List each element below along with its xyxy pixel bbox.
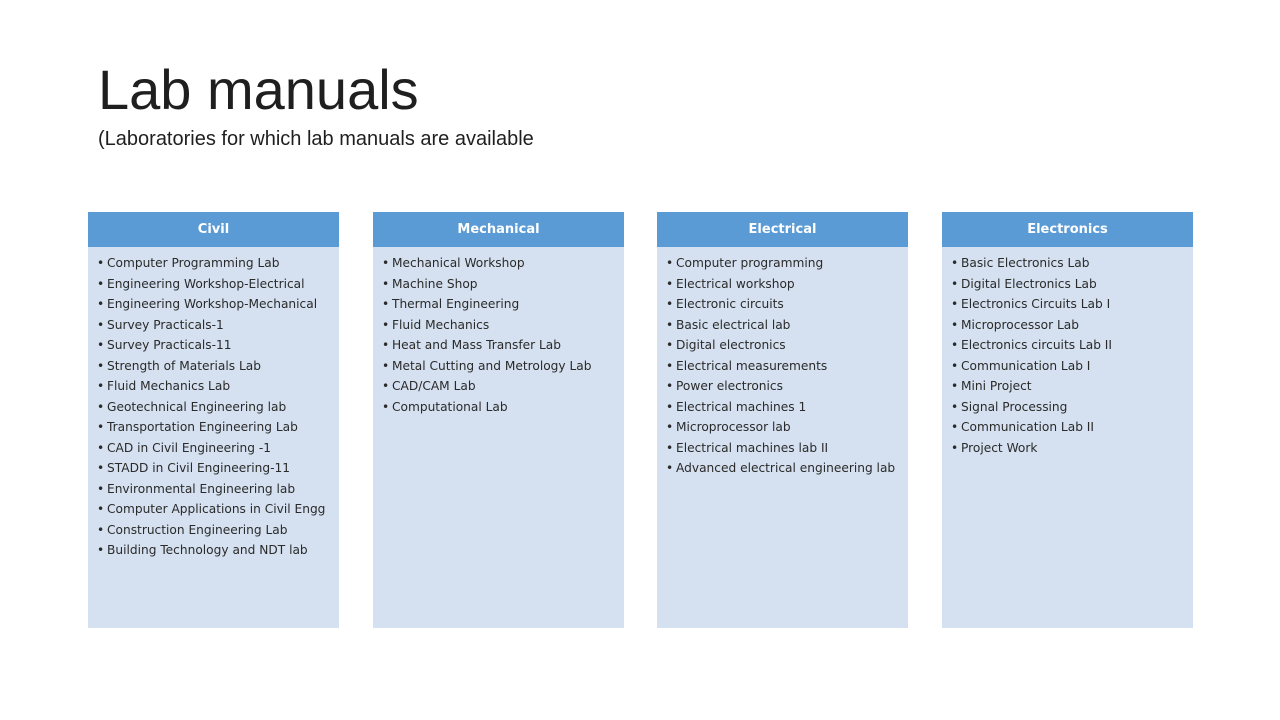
lab-item: • Environmental Engineering lab: [98, 480, 329, 498]
lab-item: • Microprocessor Lab: [952, 316, 1183, 334]
lab-item: • Electrical machines lab II: [667, 439, 898, 457]
lab-item: • Survey Practicals-11: [98, 336, 329, 354]
lab-item: • CAD/CAM Lab: [383, 377, 614, 395]
slide-subtitle: (Laboratories for which lab manuals are available: [98, 128, 534, 150]
lab-item: • Electrical measurements: [667, 357, 898, 375]
lab-item: • Digital electronics: [667, 336, 898, 354]
lab-item: • Power electronics: [667, 377, 898, 395]
lab-item: • STADD in Civil Engineering-11: [98, 459, 329, 477]
lab-item: • Engineering Workshop-Mechanical: [98, 295, 329, 313]
lab-item: • Computer Programming Lab: [98, 254, 329, 272]
column-electronics: [942, 212, 1193, 628]
lab-item: • Metal Cutting and Metrology Lab: [383, 357, 614, 375]
column-heading: Civil: [88, 212, 339, 247]
lab-item: • CAD in Civil Engineering -1: [98, 439, 329, 457]
column-heading: Electronics: [942, 212, 1193, 247]
lab-item: • Computer programming: [667, 254, 898, 272]
lab-item: • Digital Electronics Lab: [952, 275, 1183, 293]
lab-item: • Survey Practicals-1: [98, 316, 329, 334]
lab-item: • Computer Applications in Civil Engg: [98, 500, 329, 518]
lab-item: • Electronics circuits Lab II: [952, 336, 1183, 354]
lab-item: • Electrical workshop: [667, 275, 898, 293]
lab-item: • Communication Lab II: [952, 418, 1183, 436]
lab-item: • Geotechnical Engineering lab: [98, 398, 329, 416]
column-heading: Mechanical: [373, 212, 624, 247]
lab-item: • Engineering Workshop-Electrical: [98, 275, 329, 293]
slide-title: Lab manuals: [98, 58, 419, 121]
lab-item: • Thermal Engineering: [383, 295, 614, 313]
lab-item: • Advanced electrical engineering lab: [667, 459, 898, 477]
lab-list: [373, 247, 624, 416]
lab-item: • Project Work: [952, 439, 1183, 457]
lab-item: • Fluid Mechanics: [383, 316, 614, 334]
lab-item: • Signal Processing: [952, 398, 1183, 416]
column-heading: Electrical: [657, 212, 908, 247]
lab-item: • Building Technology and NDT lab: [98, 541, 329, 559]
lab-item: • Electronic circuits: [667, 295, 898, 313]
lab-item: • Electronics Circuits Lab I: [952, 295, 1183, 313]
lab-item: • Heat and Mass Transfer Lab: [383, 336, 614, 354]
lab-item: • Computational Lab: [383, 398, 614, 416]
lab-item: • Machine Shop: [383, 275, 614, 293]
lab-item: • Basic Electronics Lab: [952, 254, 1183, 272]
lab-item: • Mini Project: [952, 377, 1183, 395]
lab-item: • Basic electrical lab: [667, 316, 898, 334]
column-civil: [88, 212, 339, 628]
lab-item: • Strength of Materials Lab: [98, 357, 329, 375]
lab-list: [942, 247, 1193, 457]
lab-item: • Construction Engineering Lab: [98, 521, 329, 539]
lab-list: [657, 247, 908, 477]
lab-item: • Microprocessor lab: [667, 418, 898, 436]
column-electrical: [657, 212, 908, 628]
lab-list: [88, 247, 339, 559]
lab-item: • Mechanical Workshop: [383, 254, 614, 272]
lab-item: • Electrical machines 1: [667, 398, 898, 416]
lab-item: • Transportation Engineering Lab: [98, 418, 329, 436]
lab-item: • Communication Lab I: [952, 357, 1183, 375]
lab-item: • Fluid Mechanics Lab: [98, 377, 329, 395]
column-mechanical: [373, 212, 624, 628]
